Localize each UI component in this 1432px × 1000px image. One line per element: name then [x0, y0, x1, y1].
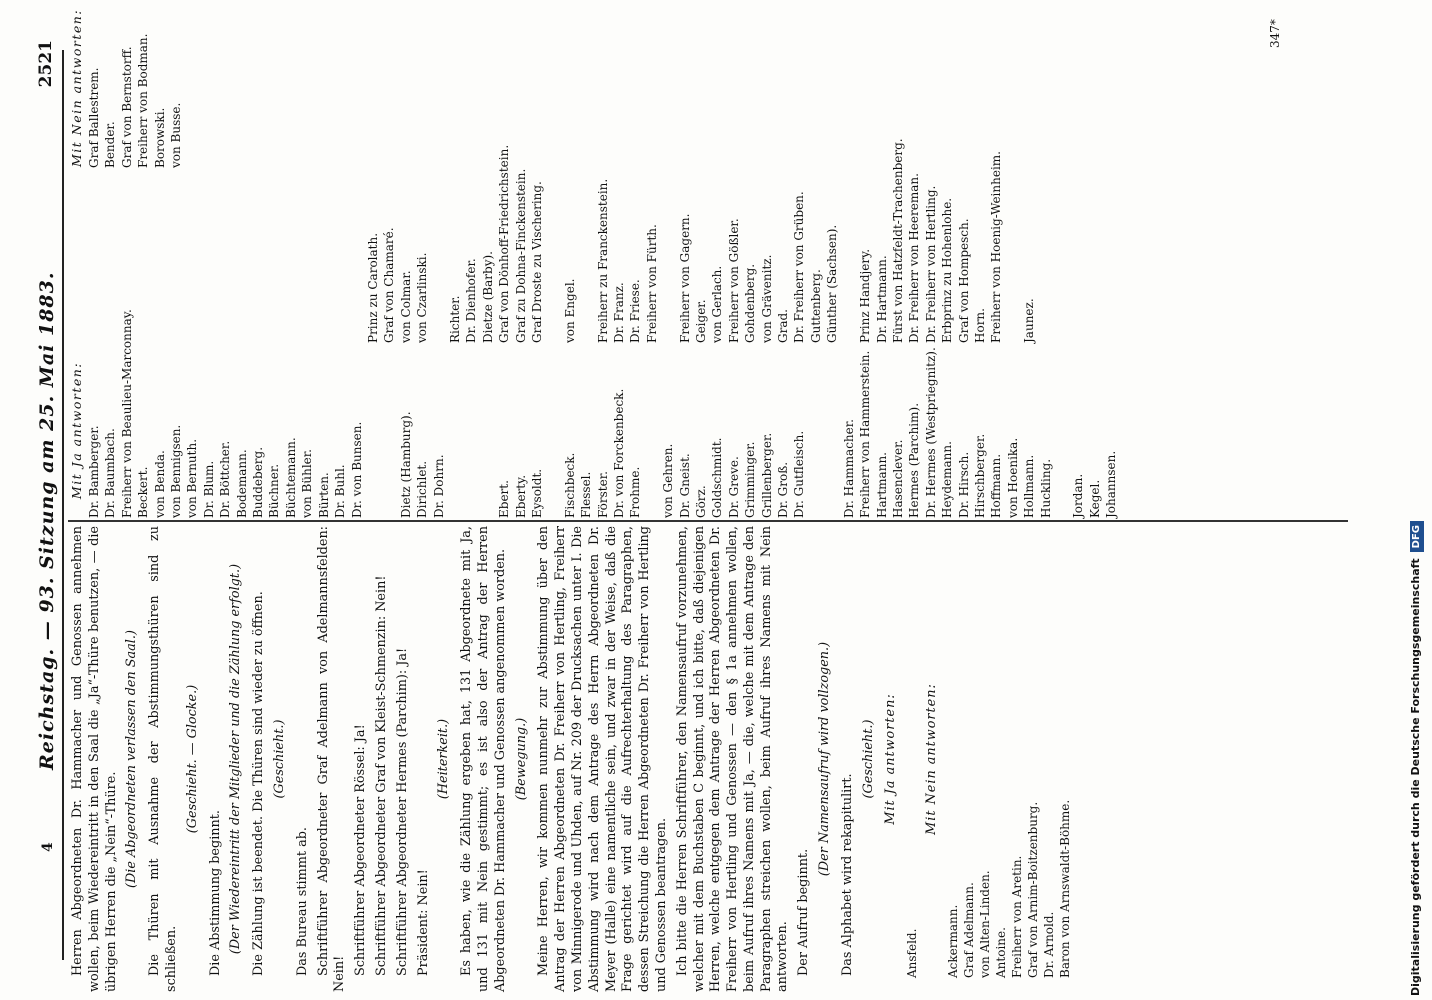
name-entry: Borowski. — [152, 107, 167, 168]
name-entry: Ackermann. — [946, 904, 961, 978]
name-entry: von Bernuth. — [185, 438, 200, 518]
name-entry: von Benda. — [152, 450, 167, 518]
name-entry: Geiger. — [694, 299, 709, 343]
name-entry — [578, 168, 594, 343]
name-entry: Heydemann. — [940, 441, 955, 518]
name-entry: Dr. Bamberger. — [87, 425, 101, 518]
name-entry — [431, 168, 447, 343]
name-entry: Dr. von Forckenbeck. — [612, 388, 626, 518]
name-entry: Ebert. — [497, 480, 512, 518]
name-entry: Antoine. — [994, 927, 1009, 978]
name-entry: Hasenclever. — [890, 439, 905, 518]
column-divider — [68, 520, 1348, 522]
name-entry — [250, 168, 266, 343]
name-entry: Graf von Hompesch. — [956, 218, 971, 343]
name-entry — [824, 343, 840, 518]
page-number: 2521 — [36, 40, 56, 88]
name-entry: Dietze (Barby). — [480, 251, 495, 343]
name-entry: Eberty. — [513, 474, 528, 518]
stage-direction: (Geschieht.) — [271, 719, 287, 799]
name-entry: Dr. Freiherr von Hertling. — [923, 185, 938, 343]
name-entry: Johannsen. — [1104, 450, 1119, 518]
name-entry: Dr. Hermes (Westpriegnitz). — [923, 347, 938, 518]
name-entry: Dr. Hammacher. — [841, 419, 856, 518]
name-entry: von Busse. — [169, 102, 184, 168]
name-entry: von Engel. — [562, 278, 577, 343]
paragraph: Schriftführer Abgeordneter Rössel: Ja! — [353, 724, 369, 976]
name-entry: Förster. — [595, 471, 610, 518]
name-entry: Dirichlet. — [415, 460, 430, 518]
paragraph: Schriftführer Abgeordneter Graf von Kleist-Schmenzin: Nein! — [373, 575, 389, 976]
side-note-text: Digitalisierung gefördert durch die Deutsche Forschungsgemeinschaft — [1409, 558, 1422, 996]
name-entry: Freiherr von Gagern. — [677, 213, 692, 343]
name-entry: Goldschmidt. — [710, 437, 725, 518]
name-entry: Graf Adelmann. — [962, 882, 977, 978]
name-entry: Kegel. — [1087, 479, 1102, 518]
name-entry: Freiherr von Bodman. — [136, 33, 151, 168]
name-entry: Dr. Böttcher. — [218, 440, 233, 518]
name-entry: Grimminger. — [743, 441, 758, 518]
name-entry — [135, 168, 151, 343]
name-entry: von Bennigsen. — [169, 424, 184, 518]
name-entry: Fürst von Hatzfeldt-Trachenberg. — [890, 138, 905, 343]
name-entry: Hirschberger. — [972, 433, 987, 518]
name-entry: Dr. Groß. — [776, 461, 791, 518]
name-entry: Günther (Sachsen). — [825, 224, 840, 343]
name-entry: Büchtemann. — [283, 437, 298, 518]
name-entry: Dr. Buhl. — [333, 464, 348, 518]
stage-direction: (Geschieht. — Glocke.) — [184, 684, 200, 834]
name-entry: Bender. — [103, 121, 118, 168]
nein-heading: Mit Nein antworten: — [69, 8, 84, 168]
name-entry: Eysoldt. — [529, 468, 544, 518]
paragraph: Meine Herren, wir kommen nunmehr zur Abstimmung über den Antrag der Herren Abgeordneten Dr. Freiherr von Hertling, Freiherr von Minnigerode und Uhden, auf Nr. 209 der Drucksachen unter I. Die Abstimmung wird nach dem Antrage des Herrn Abgeordneten Dr. Meyer (Halle) eine namentliche sein, und zwar in der Weise, daß die Frage gerichtet wird auf die Aufrechterhaltung des Paragraphen, dessen Streichung die Herren Abgeordneten Dr. Freiherr von Hertling und Genossen beantragen. — [536, 526, 669, 992]
name-entry — [316, 168, 332, 343]
name-entry: Grad. — [776, 309, 791, 343]
name-entry — [119, 168, 135, 343]
name-entry: Freiherr zu Franckenstein. — [595, 178, 610, 343]
stage-direction: (Der Wiedereintritt der Mitglieder und die Zählung erfolgt.) — [228, 563, 244, 955]
name-entry: Freiherr von Hammerstein. — [858, 350, 873, 518]
name-entry — [152, 168, 168, 343]
name-entry — [102, 168, 118, 343]
name-entry: Erbprinz zu Hohenlohe. — [940, 197, 955, 343]
name-entry — [841, 168, 857, 343]
name-entry: Hoffmann. — [989, 453, 1004, 518]
name-entry — [808, 343, 824, 518]
name-entry: Görz. — [694, 485, 709, 518]
vote-lists-area — [68, 6, 1348, 518]
bottom-mark: 347* — [1268, 19, 1282, 48]
paragraph: Das Alphabet wird rekapitulirt. — [839, 773, 855, 976]
name-entry: Dr. Arnold. — [1042, 911, 1057, 978]
name-entry: von Grävenitz. — [759, 254, 774, 343]
header-rule — [62, 50, 64, 960]
stage-direction: (Die Abgeordneten verlassen den Saal.) — [124, 630, 140, 888]
paragraph: Das Bureau stimmt ab. — [294, 827, 310, 976]
name-entry: Richter. — [447, 295, 462, 343]
paragraph: Der Aufruf beginnt. — [796, 848, 812, 976]
left-column — [70, 526, 1350, 992]
name-entry: Dr. Freiherr von Grüben. — [792, 191, 807, 343]
name-entry: Flessel. — [579, 471, 594, 518]
name-entry: Prinz zu Carolath. — [365, 232, 380, 343]
name-entry: Bürten. — [316, 472, 331, 518]
name-entry: Graf von Bernstorff. — [119, 46, 134, 168]
name-entry — [234, 168, 250, 343]
name-entry — [332, 168, 348, 343]
header-prefix: 4 — [40, 842, 56, 852]
name-entry: Ansfeld. — [905, 928, 920, 978]
name-entry: Büchner. — [267, 463, 282, 518]
name-entry: von Hoenika. — [1005, 437, 1020, 518]
paragraph: Schriftführer Abgeordneter Graf Adelmann von Adelmannsfelden: Nein! — [315, 526, 348, 992]
name-entry: Baron von Arnswaldt-Böhme. — [1058, 799, 1073, 978]
name-entry: Freiherr von Hoenig-Weinheim. — [989, 151, 1004, 343]
name-entry: Hollmann. — [1022, 454, 1037, 518]
vote-heading: Mit Nein antworten: — [924, 683, 940, 835]
name-entry: Hartmann. — [874, 452, 889, 518]
name-entry: Hermes (Parchim). — [907, 402, 922, 518]
name-entry: Bodemann. — [234, 449, 249, 518]
name-entry — [447, 343, 463, 518]
name-entry — [283, 168, 299, 343]
name-entry — [660, 168, 676, 343]
nein-names-list — [86, 8, 184, 168]
name-entry: Dr. Gutfleisch. — [792, 430, 807, 518]
name-entry: von Colmar. — [398, 270, 413, 343]
name-entry: Huckling. — [1038, 458, 1053, 518]
name-entry: Dr. Blum. — [201, 460, 216, 518]
name-entry: Graf von Chamaré. — [382, 227, 397, 343]
name-entry: Freiherr von Beaulieu-Marconnay. — [119, 309, 134, 518]
name-entry: Beckert. — [136, 466, 151, 518]
name-entry — [644, 343, 660, 518]
name-entry: Graf Ballestrem. — [87, 67, 101, 168]
name-entry: Dr. Baumbach. — [103, 428, 118, 518]
nein-column — [68, 8, 184, 168]
name-entry: Graf von Arnim-Boitzenburg. — [1026, 801, 1041, 978]
stage-direction: (Bewegung.) — [513, 717, 529, 801]
paragraph: Die Zählung ist beendet. Die Thüren sind wieder zu öffnen. — [251, 591, 267, 976]
name-entry: Guttenberg. — [808, 269, 823, 343]
name-entry: Dr. Dienhofer. — [464, 258, 479, 343]
paragraph: Schriftführer Abgeordneter Hermes (Parchim): Ja! — [394, 647, 410, 976]
paragraph: Präsident: Nein! — [415, 869, 431, 976]
paragraph: Ich bitte die Herren Schriftführer, den Namensaufruf vorzunehmen, welcher mit dem Buchstaben C beginnt, und ich bitte, daß diejenigen Herren, welche entgegen dem Antrage der Herren Abgeordneten Dr. Freiherr von Hertling und Genossen — den § 1a annehmen wollen, beim Aufruf ihres Namens mit Ja, — die, welche mit dem Antrage den Paragraphen streichen wollen, beim Aufruf ihres Namens mit Nein antworten. — [674, 526, 791, 992]
name-entry — [1054, 343, 1070, 518]
stage-direction: (Heiterkeit.) — [436, 718, 452, 800]
name-entry — [168, 168, 184, 343]
name-entry: Dr. Gneist. — [677, 453, 692, 518]
stage-direction: (Der Namensaufruf wird vollzogen.) — [817, 641, 833, 877]
vote-names — [904, 526, 920, 978]
name-entry: Frohme. — [628, 466, 643, 518]
paragraph: Die Thüren mit Ausnahme der Abstimmungsthüren sind zu schließen. — [147, 526, 179, 992]
name-entry: Dr. Friese. — [628, 279, 643, 343]
name-entry: Dr. Hartmann. — [874, 255, 889, 343]
name-entry: von Gehren. — [661, 443, 676, 518]
ja-heading: Mit Ja antworten: — [69, 361, 84, 500]
name-entry: Jaunez. — [1022, 298, 1037, 343]
name-entry: Prinz Handjery. — [858, 248, 873, 343]
name-entry: Jordan. — [1071, 473, 1086, 518]
name-entry: von Bühler. — [300, 449, 315, 518]
name-entry — [86, 168, 102, 343]
name-entry: Graf zu Dohna-Finckenstein. — [513, 168, 528, 343]
name-entry — [545, 168, 561, 343]
name-entry: Dr. Greve. — [726, 456, 741, 518]
name-entry: Freiherr von Gößler. — [726, 218, 741, 343]
vote-names — [945, 526, 1073, 978]
name-entry — [184, 168, 200, 343]
name-entry — [201, 168, 217, 343]
name-entry: Gohdenberg. — [743, 263, 758, 343]
name-entry — [463, 343, 479, 518]
name-entry: Fischbeck. — [562, 452, 577, 518]
name-entry — [545, 343, 561, 518]
paragraph: Die Abstimmung beginnt. — [207, 810, 223, 976]
name-entry: Dr. von Bunsen. — [349, 421, 364, 518]
name-entry: Graf Droste zu Vischering. — [529, 181, 544, 343]
name-entry: Dr. Freiherr von Heereman. — [907, 173, 922, 343]
name-entry: Graf von Dönhoff-Friedrichstein. — [497, 144, 512, 343]
name-entry: Horn. — [972, 308, 987, 343]
name-entry — [1005, 168, 1021, 343]
stage-direction: (Geschieht.) — [860, 719, 876, 799]
name-entry — [299, 168, 315, 343]
dfg-side-note — [1400, 0, 1432, 1000]
name-entry: Dr. Franz. — [612, 282, 626, 343]
name-entry: Buddeberg. — [251, 446, 266, 518]
name-entry — [365, 343, 381, 518]
name-entry — [266, 168, 282, 343]
name-entry: Dr. Dohrn. — [431, 454, 446, 518]
name-entry: Freiherr von Aretin. — [1010, 855, 1025, 978]
name-entry — [217, 168, 233, 343]
name-entry — [349, 168, 365, 343]
name-entry — [480, 343, 496, 518]
page-title: Reichstag. — 93. Sitzung am 25. Mai 1883. — [36, 271, 58, 770]
name-entry: von Gerlach. — [710, 265, 725, 343]
dfg-logo: DFG — [1410, 521, 1424, 552]
name-entry: von Alten-Linden. — [978, 870, 993, 978]
name-entry: Dr. Hirsch. — [956, 451, 971, 518]
paragraph: Es haben, wie die Zählung ergeben hat, 131 Abgeordnete mit Ja, und 131 mit Nein gestimmt; es ist also der Antrag der Herren Abgeordneten Dr. Hammacher und Genossen angenommen worden. — [459, 526, 508, 992]
name-entry: von Czarlinski. — [415, 252, 430, 343]
name-entry: Dietz (Hamburg). — [398, 411, 413, 518]
name-entry — [381, 343, 397, 518]
name-entry: Grillenberger. — [759, 432, 774, 518]
name-entry: Freiherr von Fürth. — [644, 224, 659, 343]
paragraph: Herren Abgeordneten Dr. Hammacher und Genossen annehmen wollen, beim Wiedereintritt in den Saal die „Ja“-Thüre benutzen, — die übrigen Herren die „Nein“-Thüre. — [70, 526, 119, 992]
vote-heading: Mit Ja antworten: — [883, 693, 899, 825]
